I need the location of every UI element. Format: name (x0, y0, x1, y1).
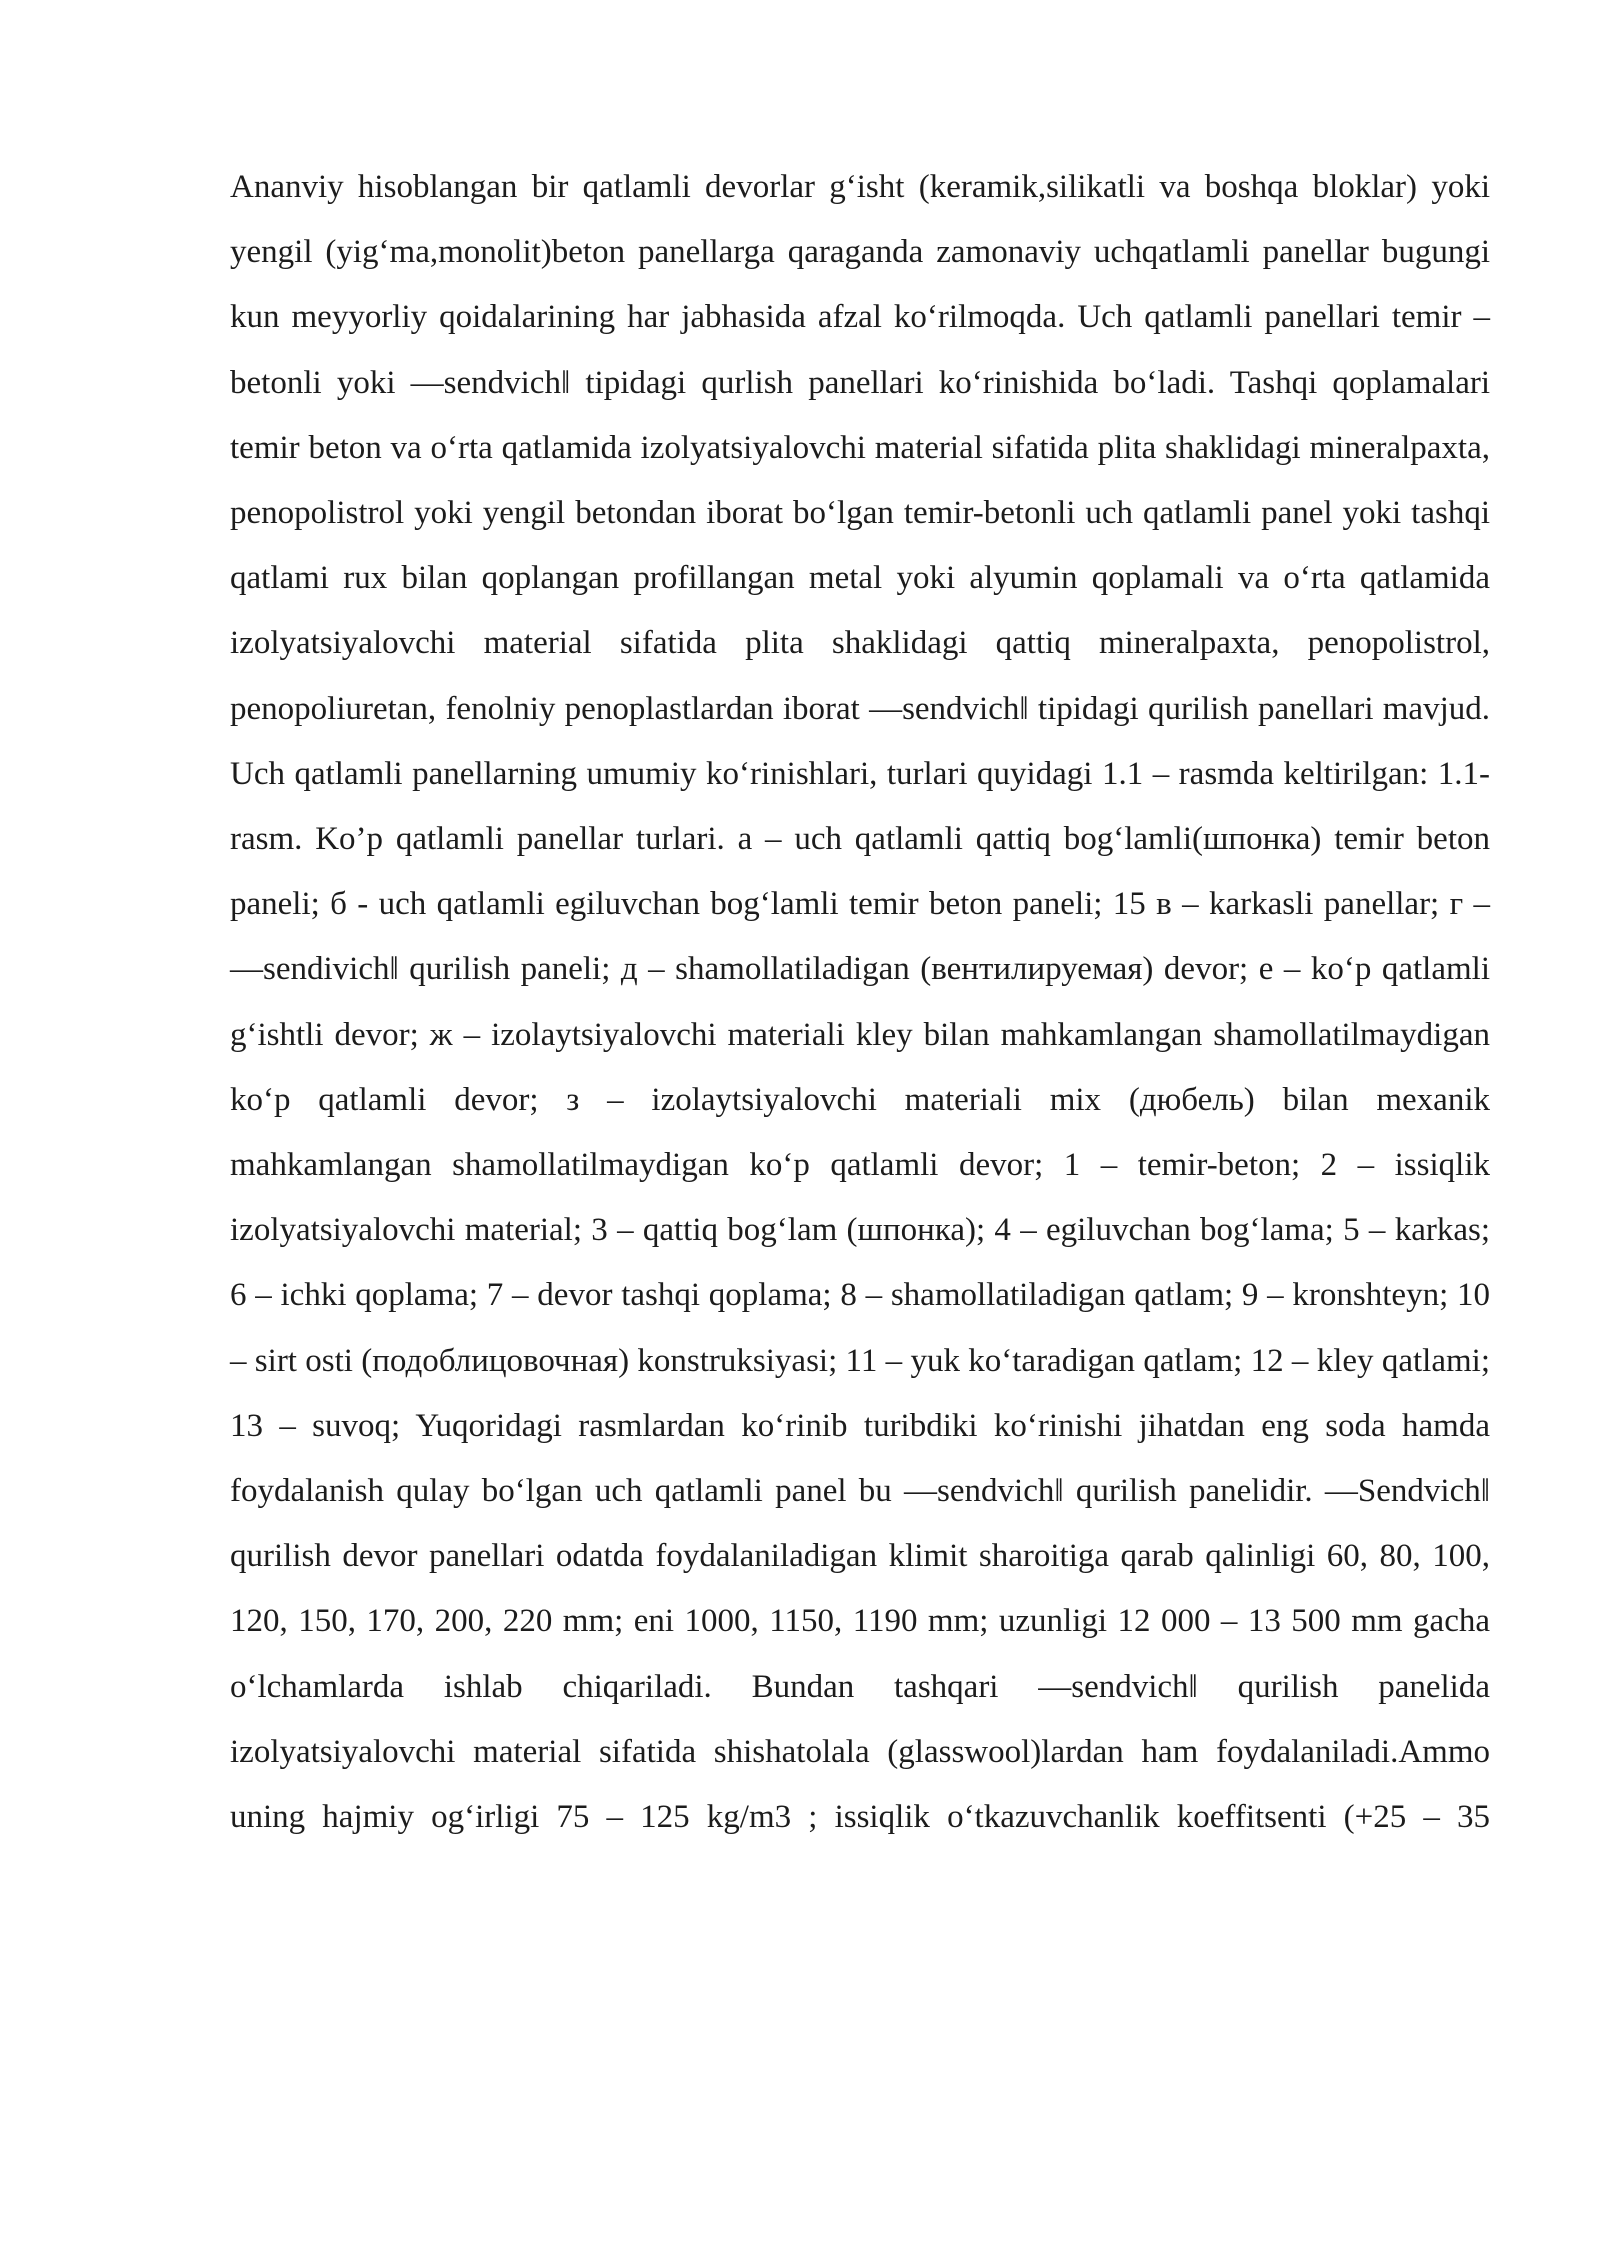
body-paragraph: Ananviy hisoblangan bir qatlamli devorlar g‘isht (keramik,silikatli va boshqa bloklar) yoki yengil (yig‘ma,monolit)beton panellarga qaraganda zamonaviy uchqatlamli panellar bugungi kun meyyorliy qoidalarining har jabhasida afzal ko‘rilmoqda. Uch qatlamli panellari temir – betonli yoki ―sendvich‖ tipidagi qurlish panellari ko‘rinishida bo‘ladi. Tashqi qoplamalari temir beton va o‘rta qatlamida izolyatsiyalovchi material sifatida plita shaklidagi mineralpaxta, penopolistrol yoki yengil betondan iborat bo‘lgan temir-betonli uch qatlamli panel yoki tashqi qatlami rux bilan qoplangan profillangan metal yoki alyumin qoplamali va o‘rta qatlamida izolyatsiyalovchi material sifatida plita shaklidagi qattiq mineralpaxta, penopolistrol, penopoliuretan, fenolniy penoplastlardan iborat ―sendvich‖ tipidagi qurilish panellari mavjud. Uch qatlamli panellarning umumiy ko‘rinishlari, turlari quyidagi 1.1 – rasmda keltirilgan: 1.1-rasm. Ko’p qatlamli panellar turlari. а – uch qatlamli qattiq bog‘lamli(шпонка) temir beton paneli; б - uch qatlamli egiluvchan bog‘lamli temir beton paneli; 15 в – karkasli panellar; г – ―sendivich‖ qurilish paneli; д – shamollatiladigan (вентилируемая) devor; е – ko‘p qatlamli g‘ishtli devor; ж – izolaytsiyalovchi materiali kley bilan mahkamlangan shamollatilmaydigan ko‘p qatlamli devor; з – izolaytsiyalovchi materiali mix (дюбель) bilan mexanik mahkamlangan shamollatilmaydigan ko‘p qatlamli devor; 1 – temir-beton; 2 – issiqlik izolyatsiyalovchi material; 3 – qattiq bog‘lam (шпонка); 4 – egiluvchan bog‘lama; 5 – karkas; 6 – ichki qoplama; 7 – devor tashqi qoplama; 8 – shamollatiladigan qatlam; 9 – kronshteyn; 10 – sirt osti (подоблицовочная) konstruksiyasi; 11 – yuk ko‘taradigan qatlam; 12 – kley qatlami; 13 – suvoq; Yuqoridagi rasmlardan ko‘rinib turibdiki ko‘rinishi jihatdan eng soda hamda foydalanish qulay bo‘lgan uch qatlamli panel bu ―sendvich‖ qurilish panelidir. ―Sendvich‖ qurilish devor panellari odatda foydalaniladigan klimit sharoitiga qarab qalinligi 60, 80, 100, 120, 150, 170, 200, 220 mm; eni 1000, 1150, 1190 mm; uzunligi 12 000 – 13 500 mm gacha o‘lchamlarda ishlab chiqariladi. Bundan tashqari ―sendvich‖ qurilish panelida izolyatsiyalovchi material sifatida shishatolala (glasswool)lardan ham foydalaniladi.Ammo uning hajmiy og‘irligi 75 – 125 kg/m3 ; issiqlik o‘tkazuvchanlik koeffitsenti (+25 – 35 (230, 169, 1490, 1836)
text-column (230, 155, 1490, 1850)
